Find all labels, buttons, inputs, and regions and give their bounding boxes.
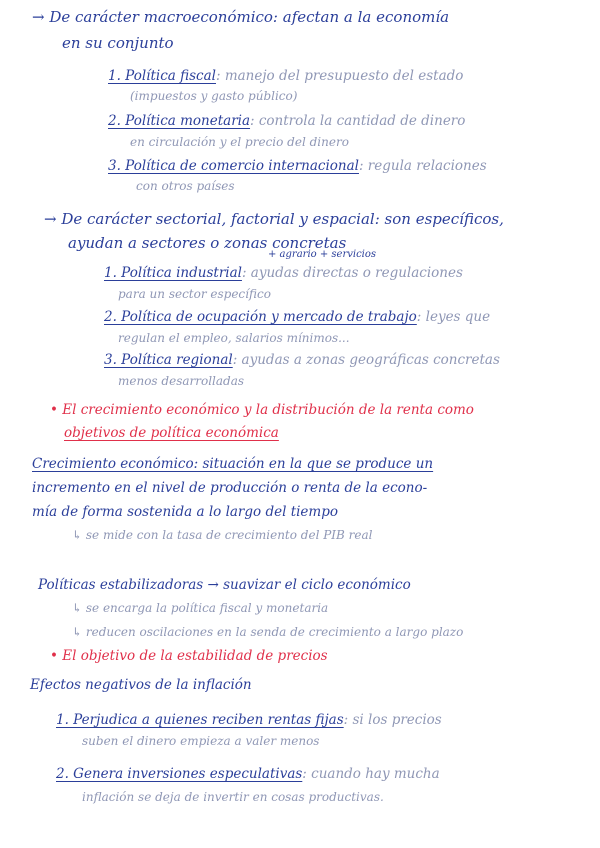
stabilizing-heading: Políticas estabilizadoras → suavizar el ciclo económico <box>38 577 411 593</box>
industrial-policy-item <box>104 265 463 281</box>
employment-policy-desc: : leyes que <box>416 309 491 325</box>
regional-policy-desc-line2: menos desarrolladas <box>118 374 245 388</box>
fiscal-policy-desc: : manejo del presupuesto del estado <box>215 68 464 84</box>
stabilizing-sub1: ↳ se encarga la política fiscal y monetaria <box>72 601 329 615</box>
section1-heading-line2: en su conjunto <box>62 34 174 52</box>
trade-policy-item <box>108 158 487 174</box>
industrial-policy-desc-line2: para un sector específico <box>118 287 271 301</box>
trade-policy-desc-line2: con otros países <box>136 179 235 193</box>
speculative-investment-title: 2. Genera inversiones especulativas <box>56 766 303 782</box>
trade-policy-title: 3. Política de comercio internacional <box>108 158 359 174</box>
trade-policy-desc: : regula relaciones <box>358 158 487 174</box>
fixed-income-title: 1. Perjudica a quienes reciben rentas fijas <box>56 712 344 728</box>
note1-line2: objetivos de política económica <box>64 425 279 441</box>
speculative-investment-desc: : cuando hay mucha <box>302 766 440 782</box>
monetary-policy-desc-line2: en circulación y el precio del dinero <box>130 135 349 149</box>
section2-annotation: + agrario + servicios <box>268 249 377 260</box>
inflation-heading: Efectos negativos de la inflación <box>30 677 252 693</box>
growth-line3: mía de forma sostenida a lo largo del tiempo <box>32 504 338 520</box>
monetary-policy-title: 2. Política monetaria <box>108 113 251 129</box>
fiscal-policy-item <box>108 68 463 84</box>
section2-heading-line1: → De carácter sectorial, factorial y espacial: son específicos, <box>44 210 504 228</box>
industrial-policy-desc: : ayudas directas o regulaciones <box>241 265 463 281</box>
growth-line2: incremento en el nivel de producción o renta de la econo- <box>32 480 428 496</box>
fixed-income-item <box>56 712 442 728</box>
note1-line1: • El crecimiento económico y la distribución de la renta como <box>50 402 474 418</box>
speculative-investment-item <box>56 766 440 782</box>
speculative-investment-desc-line2: inflación se deja de invertir en cosas productivas. <box>82 790 384 804</box>
regional-policy-title: 3. Política regional <box>104 352 233 368</box>
note2: • El objetivo de la estabilidad de precios <box>50 648 328 664</box>
section1-heading-line1: → De carácter macroeconómico: afectan a la economía <box>32 8 450 26</box>
growth-line1-text: Crecimiento económico: situación en la que se produce un <box>32 456 434 472</box>
stabilizing-sub2: ↳ reducen oscilaciones en la senda de crecimiento a largo plazo <box>72 625 464 639</box>
section2-heading-line2: ayudan a sectores o zonas concretas <box>68 234 347 252</box>
monetary-policy-item <box>108 113 465 129</box>
fiscal-policy-desc-line2: (impuestos y gasto público) <box>130 89 298 103</box>
growth-sub: ↳ se mide con la tasa de crecimiento del PIB real <box>72 528 373 542</box>
regional-policy-desc: : ayudas a zonas geográficas concretas <box>232 352 500 368</box>
employment-policy-title: 2. Política de ocupación y mercado de trabajo <box>104 309 417 325</box>
regional-policy-item <box>104 352 500 368</box>
employment-policy-item <box>104 309 490 325</box>
fixed-income-desc-line2: suben el dinero empieza a valer menos <box>82 734 320 748</box>
monetary-policy-desc: : controla la cantidad de dinero <box>250 113 466 129</box>
growth-line1 <box>32 456 433 472</box>
fixed-income-desc: : si los precios <box>343 712 442 728</box>
employment-policy-desc-line2: regulan el empleo, salarios mínimos... <box>118 331 350 345</box>
industrial-policy-title: 1. Política industrial <box>104 265 242 281</box>
fiscal-policy-title: 1. Política fiscal <box>108 68 216 84</box>
